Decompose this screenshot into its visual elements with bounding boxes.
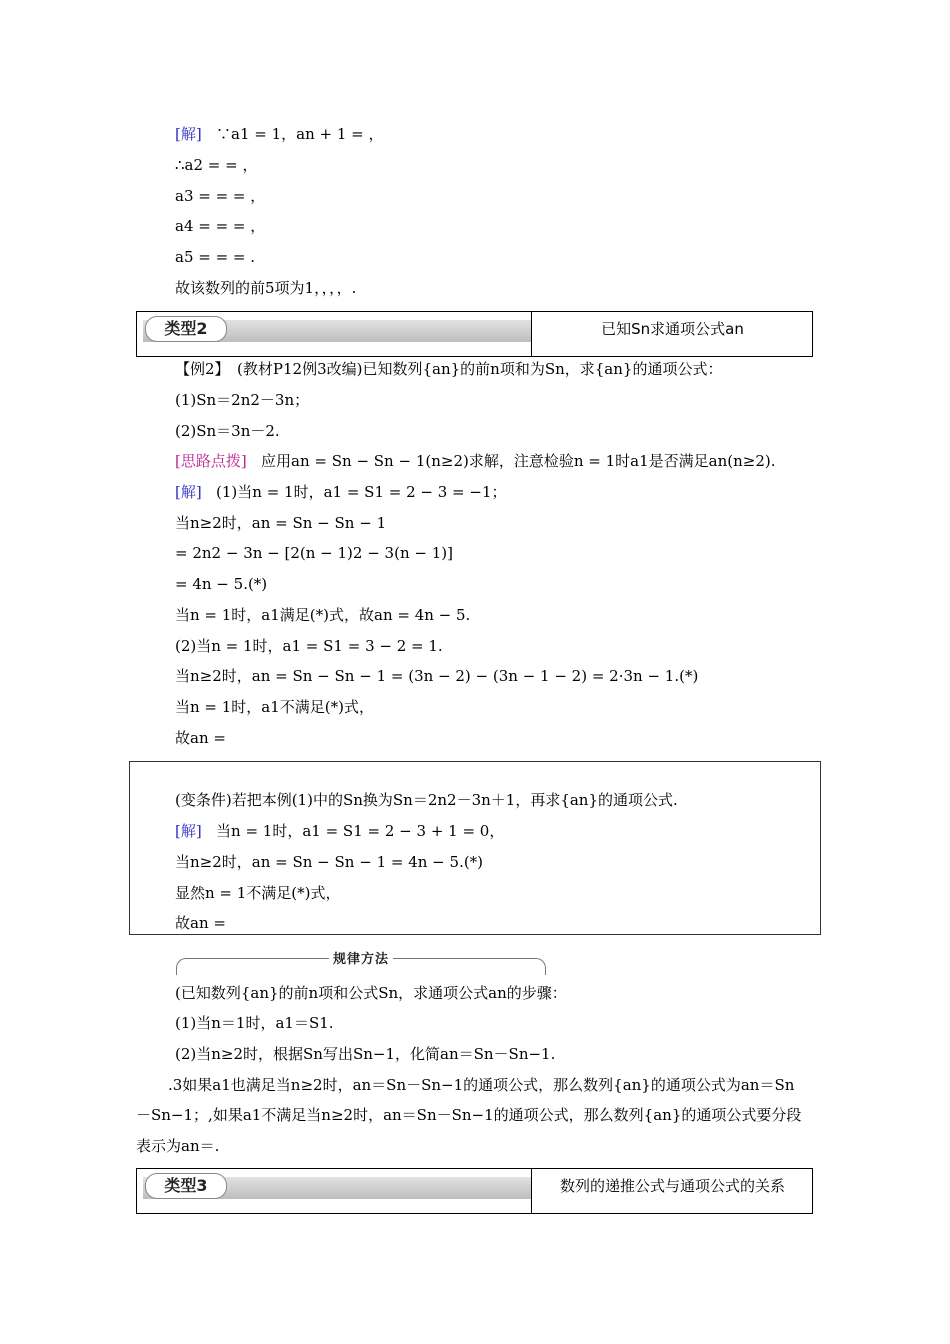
method-line: (1)当n＝1时，a1＝S1. xyxy=(175,1014,334,1032)
method-line: (2)当n≥2时，根据Sn写出Sn−1，化简an＝Sn－Sn−1. xyxy=(175,1045,556,1063)
solution-line: = 4n − 5.(*) xyxy=(175,575,268,593)
solution-line: [解] ∵a1 = 1，an + 1 = ， xyxy=(175,125,384,143)
type-badge: 类型3 xyxy=(145,1173,227,1199)
method-line: (已知数列{an}的前n项和公式Sn，求通项公式an的步骤： xyxy=(175,984,567,1002)
solution-line: 显然n = 1不满足(*)式， xyxy=(175,884,341,902)
method-line: 表示为an＝. xyxy=(136,1137,220,1155)
solution-line: 当n≥2时，an = Sn − Sn − 1 = 4n − 5.(*) xyxy=(175,853,484,871)
solution-line: 当n≥2时，an = Sn − Sn − 1 xyxy=(175,514,387,532)
variant-question: (变条件)若把本例(1)中的Sn换为Sn＝2n2－3n＋1，再求{an}的通项公式. xyxy=(175,791,678,809)
solution-line: 故该数列的前5项为1，，，，. xyxy=(175,279,357,297)
variant-box xyxy=(129,761,821,935)
solution-tag: [解] xyxy=(175,822,202,840)
solution-line: a4 = = = ， xyxy=(175,217,266,235)
divider xyxy=(531,312,532,356)
solution-line: 故an = xyxy=(175,729,226,747)
solution-line: 当n = 1时，a1满足(*)式，故an = 4n − 5. xyxy=(175,606,471,624)
example-part: (1)Sn＝2n2－3n； xyxy=(175,391,310,409)
section-title: 已知Sn求通项公式an xyxy=(601,320,744,338)
hint-tag: [思路点拨] xyxy=(175,452,247,470)
solution-line: [解] (1)当n = 1时，a1 = S1 = 2 − 3 = −1； xyxy=(175,483,507,501)
solution-tag: [解] xyxy=(175,125,202,143)
section-title: 数列的递推公式与通项公式的关系 xyxy=(559,1177,785,1195)
method-line: －Sn−1；,如果a1不满足当n≥2时，an＝Sn－Sn−1的通项公式，那么数列{an}的通项公式要分段 xyxy=(136,1106,802,1124)
solution-line: = 2n2 − 3n − [2(n − 1)2 − 3(n − 1)] xyxy=(175,544,453,562)
type3-header xyxy=(136,1168,813,1214)
solution-line: 当n≥2时，an = Sn − Sn − 1 = (3n − 2) − (3n − 1 − 2) = 2·3n − 1.(*) xyxy=(175,667,699,685)
divider xyxy=(531,1169,532,1213)
solution-line: ∴a2 = = ， xyxy=(175,156,258,174)
type-badge: 类型2 xyxy=(145,316,227,342)
solution-line: 当n = 1时，a1不满足(*)式， xyxy=(175,698,374,716)
solution-line: 故an = xyxy=(175,914,226,932)
method-header xyxy=(176,952,546,975)
method-line: .3如果a1也满足当n≥2时，an＝Sn－Sn−1的通项公式，那么数列{an}的通项公式为an＝Sn xyxy=(168,1076,795,1094)
example-question: 【例2】 (教材P12例3改编)已知数列{an}的前n项和为Sn，求{an}的通项公式： xyxy=(175,360,723,378)
method-title: 规律方法 xyxy=(329,948,393,967)
example-part: (2)Sn＝3n－2. xyxy=(175,422,280,440)
solution-line: [解] 当n = 1时，a1 = S1 = 2 − 3 + 1 = 0， xyxy=(175,822,505,840)
type2-header xyxy=(136,311,813,357)
hint-line: [思路点拨] 应用an = Sn − Sn − 1(n≥2)求解，注意检验n = 1时a1是否满足an(n≥2). xyxy=(175,452,776,470)
solution-tag: [解] xyxy=(175,483,202,501)
solution-line: a5 = = = . xyxy=(175,248,256,266)
solution-line: (2)当n = 1时，a1 = S1 = 3 − 2 = 1. xyxy=(175,637,443,655)
solution-line: a3 = = = ， xyxy=(175,187,266,205)
